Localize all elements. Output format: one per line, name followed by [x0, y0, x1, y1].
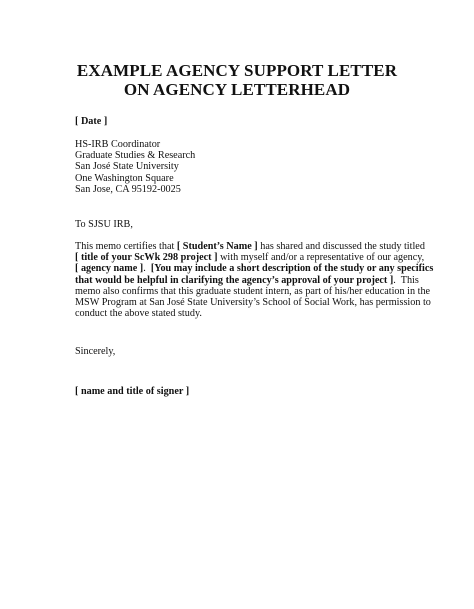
recipient-line-2: Graduate Studies & Research [75, 150, 196, 162]
salutation: To SJSU IRB, [75, 219, 133, 230]
agency-name-placeholder: [ agency name ] [75, 263, 144, 275]
body-text: has shared and discussed the study titled [257, 241, 425, 252]
signer-placeholder: [ name and title of signer ] [75, 386, 190, 397]
recipient-address [75, 139, 195, 195]
project-title-placeholder: [ title of your ScWk 298 project ] [75, 252, 218, 264]
body-line-4 [75, 275, 433, 286]
body-line-5: memo also confirms that this graduate student intern, as part of his/her education in the [75, 285, 431, 297]
student-name-placeholder: [ Student’s Name ] [176, 241, 258, 252]
body-line-2 [75, 252, 433, 263]
letter-title-line-2: ON AGENCY LETTERHEAD [123, 80, 351, 99]
body-text: . [143, 263, 151, 275]
recipient-line-1: HS-IRB Coordinator [75, 139, 161, 150]
closing: Sincerely, [75, 346, 116, 357]
study-description-placeholder-cont: that would be helpful in clarifying the agency’s approval of your project ] [75, 274, 394, 286]
body-line-6: MSW Program at San José State University’s School of Social Work, has permission to [75, 296, 431, 308]
body-text: . This [393, 274, 419, 286]
recipient-line-4: One Washington Square [75, 172, 174, 184]
recipient-line-5: San Jose, CA 95192-0025 [75, 183, 181, 195]
body-line-7: conduct the above stated study. [75, 308, 202, 320]
letter-title-line-1: EXAMPLE AGENCY SUPPORT LETTER [76, 61, 398, 80]
recipient-line-3: San José State University [75, 161, 179, 173]
body-line-1 [75, 241, 433, 252]
body-text: with myself and/or a representative of our agency, [217, 252, 425, 264]
date-placeholder: [ Date ] [75, 116, 108, 127]
study-description-placeholder: [You may include a short description of the study or any specifics [150, 263, 434, 275]
letter-body [75, 241, 433, 319]
body-text: This memo certifies that [75, 241, 177, 252]
body-line-3 [75, 263, 433, 274]
